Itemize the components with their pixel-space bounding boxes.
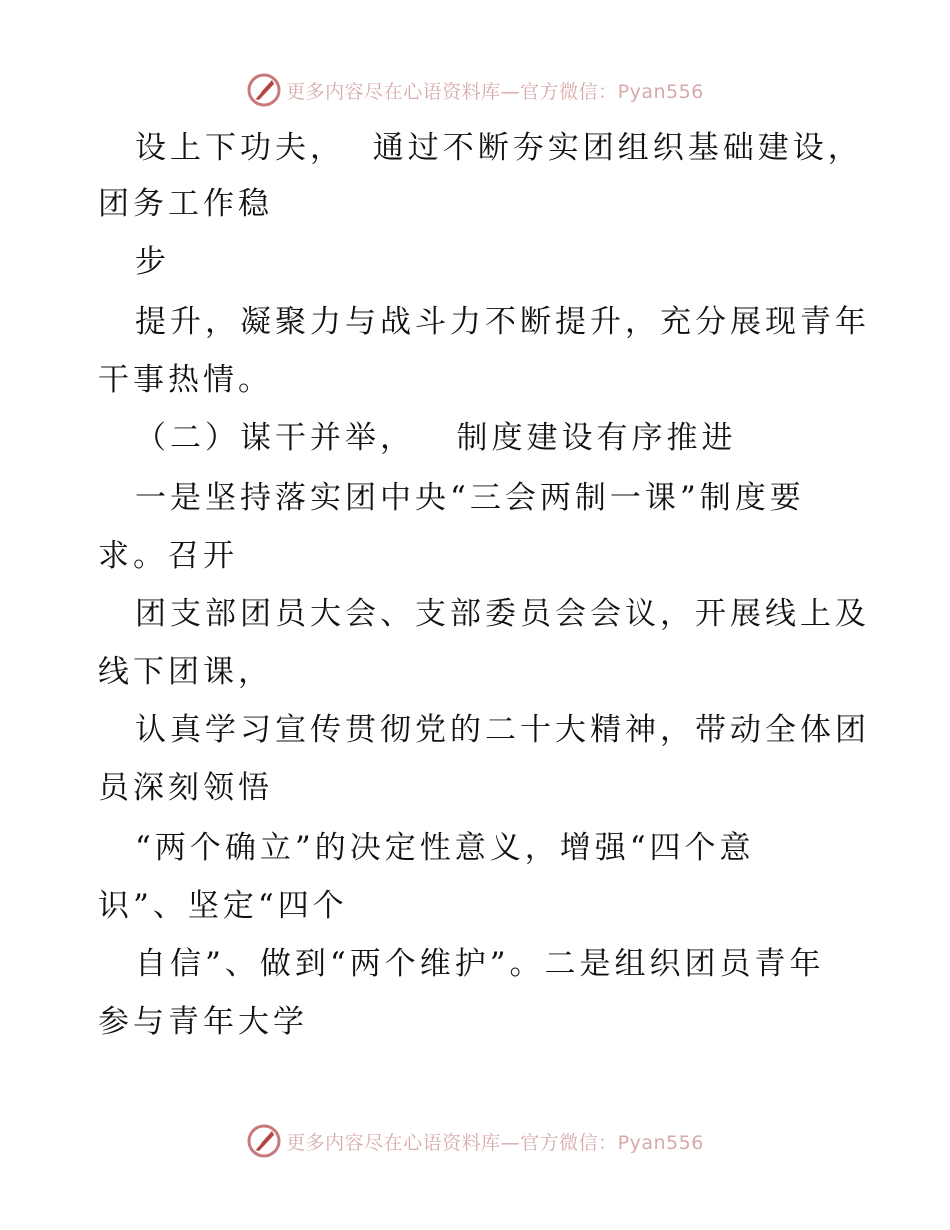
text-line: 一是坚持落实团中央“三会两制一课”制度要 xyxy=(135,480,805,516)
watermark-text: 更多内容尽在心语资料库—官方微信：Pyan556 xyxy=(286,1131,704,1154)
watermark-text: 更多内容尽在心语资料库—官方微信：Pyan556 xyxy=(286,80,704,103)
text-line: 求。召开 xyxy=(98,538,238,574)
text-line: 设上下功夫， 通过不断夯实团组织基础建设， xyxy=(135,130,863,166)
text-line: 识”、坚定“四个 xyxy=(98,888,348,924)
text-line: 自信”、做到“两个维护”。二是组织团员青年 xyxy=(135,946,825,982)
text-line: “两个确立”的决定性意义，增强“四个意 xyxy=(135,830,755,866)
text-line: 参与青年大学 xyxy=(98,1004,308,1040)
text-line: 步 xyxy=(135,244,170,280)
watermark-footer xyxy=(0,1121,950,1161)
text-line: 干事热情。 xyxy=(98,362,273,398)
text-line: 提升，凝聚力与战斗力不断提升，充分展现青年 xyxy=(135,304,870,340)
text-line: 线下团课， xyxy=(98,654,273,690)
text-line: 团务工作稳 xyxy=(98,186,273,222)
text-line: 员深刻领悟 xyxy=(98,770,273,806)
quill-logo-icon xyxy=(246,1123,282,1159)
text-line: 认真学习宣传贯彻党的二十大精神，带动全体团 xyxy=(135,712,870,748)
text-line: 团支部团员大会、支部委员会会议，开展线上及 xyxy=(135,596,870,632)
section-heading: （二）谋干并举， 制度建设有序推进 xyxy=(135,420,737,456)
